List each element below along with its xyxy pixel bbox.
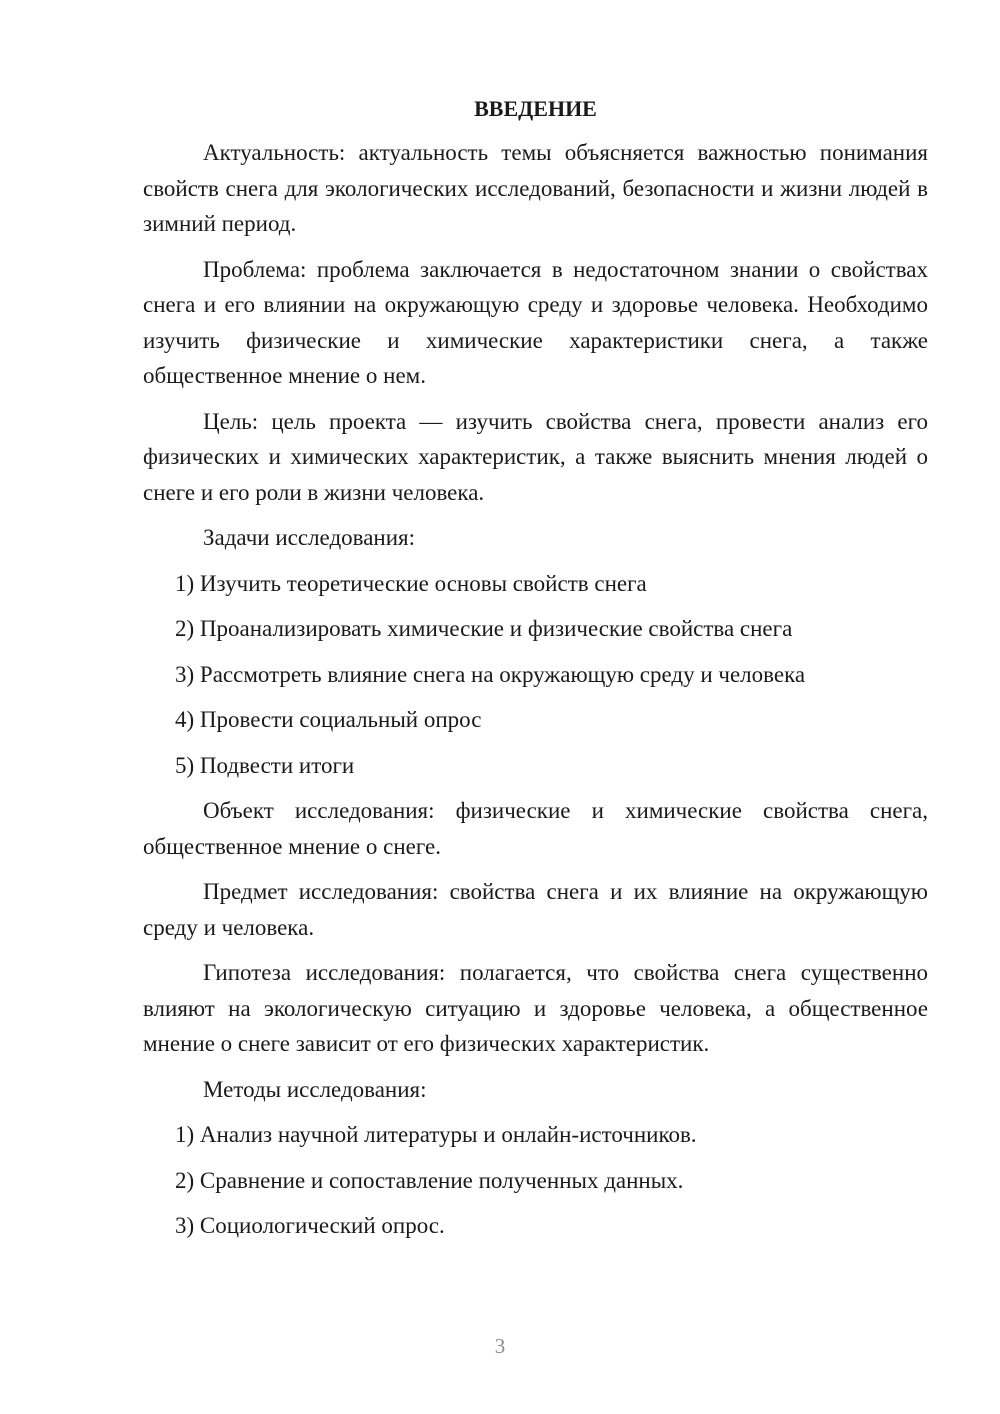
methods-list	[143, 1117, 928, 1244]
tasks-heading: Задачи исследования:	[203, 525, 416, 550]
paragraph-hypothesis: Гипотеза исследования: полагается, что свойства снега существенно влияют на экологическую ситуацию и здоровье человека, а общественное мнение о снеге зависит от его физических характеристик.	[143, 960, 928, 1056]
methods-heading: Методы исследования:	[203, 1076, 427, 1102]
tasks-list	[143, 566, 928, 784]
section-title: ВВЕДЕНИЕ	[474, 96, 597, 121]
list-item: 2) Проанализировать химические и физические свойства снега	[175, 616, 793, 641]
page-number: 3	[494, 1334, 506, 1358]
paragraph-goal: Цель: цель проекта — изучить свойства снега, провести анализ его физических и химических характеристик, а также выяснить мнения людей о снеге и его роли в жизни человека.	[143, 408, 928, 505]
list-item: 4) Провести социальный опрос	[175, 707, 482, 732]
list-item: 2) Сравнение и сопоставление полученных данных.	[175, 1167, 684, 1193]
paragraph-relevance: Актуальность: актуальность темы объясняется важностью понимания свойств снега для экологических исследований, безопасности и жизни людей в зимний период.	[143, 140, 928, 236]
list-item: 1) Изучить теоретические основы свойств снега	[175, 570, 647, 596]
paragraph-subject: Предмет исследования: свойства снега и их влияние на окружающую среду и человека.	[143, 879, 928, 940]
page-content	[143, 94, 928, 1254]
list-item: 3) Рассмотреть влияние снега на окружающую среду и человека	[175, 661, 806, 687]
paragraph-object: Объект исследования: физические и химические свойства снега, общественное мнение о снеге.	[143, 798, 928, 859]
list-item: 3) Социологический опрос.	[175, 1213, 445, 1238]
paragraph-problem: Проблема: проблема заключается в недостаточном знании о свойствах снега и его влиянии на окружающую среду и здоровье человека. Необходимо изучить физические и химические характеристики снега, а также общественное мнение о нем.	[143, 256, 928, 388]
list-item: 1) Анализ научной литературы и онлайн-источников.	[175, 1122, 697, 1147]
list-item: 5) Подвести итоги	[175, 752, 355, 778]
